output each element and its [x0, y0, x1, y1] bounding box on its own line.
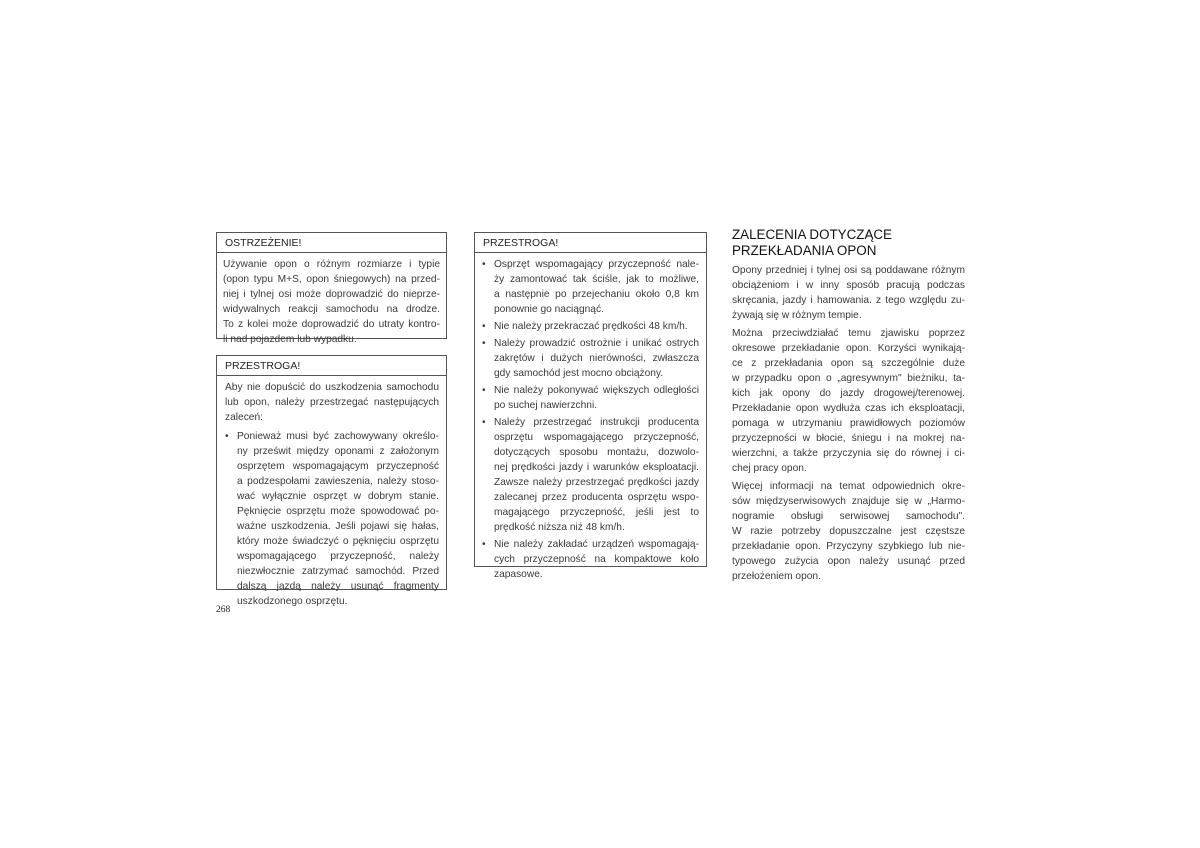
list-item [225, 429, 439, 609]
list-item [482, 415, 699, 535]
list-item-line: wspomagającego przyczepność, należy [237, 551, 439, 562]
caution-box-2 [474, 232, 707, 580]
list-item-line: prędkość niższa niż 48 km/h. [494, 522, 625, 533]
list-item-line: • Osprzęt wspomagający przyczepność nale- [494, 259, 699, 270]
paragraph-line: W razie potrzeby dopuszczalne jest częstsze [732, 526, 965, 537]
paragraph-line: chej pracy opon. [732, 463, 807, 474]
page-number: 268 [216, 605, 231, 615]
warning-text-line: li nad pojazdem lub wypadku. [223, 334, 357, 345]
paragraph-line: ce z przekładania opon są szczególnie duże [732, 358, 965, 369]
list-item-line: cych przyczepność na kompaktowe koło [494, 554, 699, 565]
paragraph-line: Przekładanie opon wydłuża czas ich eksploatacji, [732, 403, 965, 414]
paragraph-line: Opony przedniej i tylnej osi są poddawane różnym [732, 265, 965, 276]
list-item-line: • Nie należy zakładać urządzeń wspomagają- [494, 539, 699, 550]
list-item [482, 383, 699, 413]
list-item-line: ży zamontować tak ściśle, jak to możliwe, [494, 274, 699, 285]
list-item-line: • Należy przestrzegać instrukcji producenta [494, 417, 699, 428]
caution-intro-line: zaleceń: [225, 412, 263, 423]
section-title-line: ZALECENIA DOTYCZĄCE [732, 227, 892, 242]
warning-text-line: To z kolei może doprowadzić do utraty kontro- [223, 319, 440, 330]
section-title-line: PRZEKŁADANIA OPON [732, 243, 877, 258]
caution-title: PRZESTROGA! [217, 356, 446, 376]
paragraph-line: Można przeciwdziałać temu zjawisku poprzez [732, 328, 965, 339]
caution-intro-line: Aby nie dopuścić do uszkodzenia samochodu [225, 382, 439, 393]
list-item-line: • Należy prowadzić ostrożnie i unikać ostrych [494, 338, 699, 349]
list-item-line: • Ponieważ musi być zachowywany określo- [237, 431, 439, 442]
caution-intro-line: lub opon, należy przestrzegać następujących [225, 397, 439, 408]
list-item-line: Zawsze należy przestrzegać prędkości jazdy [494, 477, 699, 488]
list-item [482, 319, 699, 334]
paragraph-line: w przypadku opon o „agresywnym" bieżniku, ta- [732, 373, 965, 384]
paragraph-line: nogramie obsługi serwisowej samochodu". [732, 511, 965, 522]
list-item-line: zapasowe. [494, 569, 543, 580]
section-paragraph [732, 479, 965, 584]
list-item [482, 537, 699, 582]
paragraph-line: kich jak opony do jazdy drogowej/terenowej. [732, 388, 965, 399]
list-item-line: wać wyłącznie osprzęt w dobrym stanie. [237, 491, 439, 502]
list-item-line: gdy samochód jest mocno obciążony. [494, 368, 664, 379]
paragraph-line: sów międzyserwisowych znajduje się w „Harmo- [732, 496, 965, 507]
list-item-line: Pęknięcie osprzętu może spowodować po- [237, 506, 439, 517]
warning-text-line: (opon typu M+S, opon śniegowych) na przed- [223, 274, 440, 285]
list-item-line: uszkodzonego osprzętu. [237, 596, 348, 607]
warning-text-line: niej i tylnej osi może doprowadzić do nieprze- [223, 289, 440, 300]
list-item-line: ważne uszkodzenia. Jeśli pojawi się hałas, [237, 521, 439, 532]
paragraph-line: skręcania, jazdy i hamowania. z tego względu zu- [732, 295, 965, 306]
paragraph-line: przekładanie opon. Przyczyny szybkiego lub nie- [732, 541, 965, 552]
paragraph-line: żywają się w różnym tempie. [732, 310, 862, 321]
warning-text-line: widywalnych reakcji samochodu na drodze. [223, 304, 440, 315]
warning-text-line: Używanie opon o różnym rozmiarze i typie [223, 259, 440, 270]
section-paragraph [732, 326, 965, 476]
list-item-line: a podzespołami zawieszenia, należy stoso- [237, 476, 439, 487]
caution-body [475, 253, 706, 582]
list-item-line: osprzętem wspomagającym przyczepność [237, 461, 439, 472]
list-item-line: dotyczących sposobu montażu, dozwolo- [494, 447, 699, 458]
caution-box-1 [216, 355, 447, 607]
tire-rotation-section [732, 227, 965, 584]
list-item-line: ny prześwit między oponami z założonym [237, 446, 439, 457]
paragraph-line: przyczepności w błocie, śniegu i na mokrej na- [732, 433, 965, 444]
list-item-line: • Nie należy przekraczać prędkości 48 km/h. [494, 321, 688, 332]
list-item-line: nej prędkości jazdy i warunków eksploatacji. [494, 462, 699, 473]
list-item-line: osprzętu wspomagającego przyczepność, [494, 432, 699, 443]
list-item [482, 336, 699, 381]
list-item-line: niezwłocznie zatrzymać samochód. Przed [237, 566, 439, 577]
list-item-line: który może świadczyć o pęknięciu osprzętu [237, 536, 439, 547]
list-item-line: magającego przyczepność, jeśli jest to [494, 507, 699, 518]
warning-box [216, 232, 447, 345]
warning-title: OSTRZEŻENIE! [217, 233, 446, 253]
caution-list [482, 257, 699, 582]
section-title [732, 227, 965, 259]
warning-text [217, 253, 446, 347]
list-item-line: • Nie należy pokonywać większych odległości [494, 385, 699, 396]
list-item-line: zalecanej przez producenta osprzętu wspo- [494, 492, 699, 503]
list-item-line: zakrętów i dużych nierówności, zwłaszcza [494, 353, 699, 364]
list-item-line: a następnie po przejechaniu około 0,8 km [494, 289, 699, 300]
caution-list [225, 429, 439, 609]
section-paragraph [732, 263, 965, 323]
list-item-line: po suchej nawierzchni. [494, 400, 598, 411]
paragraph-line: typowego zużycia opon należy usunąć przed [732, 556, 965, 567]
caution-body [217, 376, 446, 609]
list-item-line: dalszą jazdą należy usunąć fragmenty [237, 581, 439, 592]
caution-title: PRZESTROGA! [475, 233, 706, 253]
paragraph-line: wierzchni, a także przyczynia się do równej i ci- [732, 448, 965, 459]
paragraph-line: pomaga w utrzymaniu prawidłowych poziomów [732, 418, 965, 429]
paragraph-line: przełożeniem opon. [732, 571, 821, 582]
list-item [482, 257, 699, 317]
paragraph-line: obciążeniom i w inny sposób pracują podczas [732, 280, 965, 291]
paragraph-line: Więcej informacji na temat odpowiednich okre- [732, 481, 965, 492]
list-item-line: ponownie go naciągnąć. [494, 304, 604, 315]
paragraph-line: okresowe przekładanie opon. Korzyści wynikają- [732, 343, 965, 354]
